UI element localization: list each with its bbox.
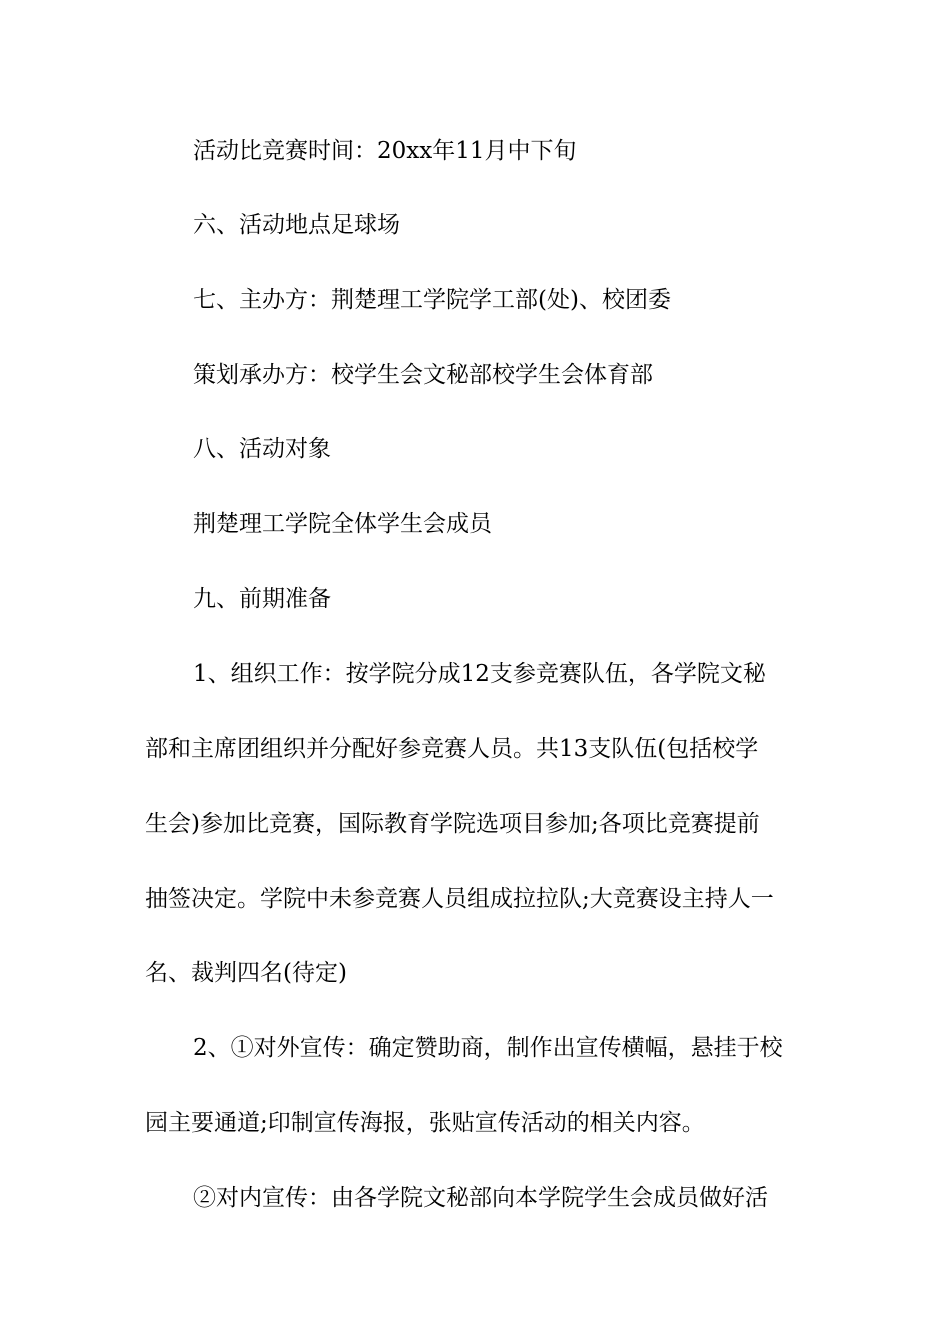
paragraph-organization-line-5: 名、裁判四名(待定) <box>145 960 347 986</box>
paragraph-external-publicity-line-1: 2、①对外宣传：确定赞助商，制作出宣传横幅，悬挂于校 <box>193 1035 783 1061</box>
text-line-participants: 荆楚理工学院全体学生会成员 <box>193 511 492 537</box>
heading-section-7-organizer: 七、主办方：荆楚理工学院学工部(处)、校团委 <box>193 287 671 313</box>
heading-section-9-preparation: 九、前期准备 <box>193 586 331 612</box>
paragraph-organization-line-4: 抽签决定。学院中未参竞赛人员组成拉拉队;大竞赛设主持人一 <box>145 886 774 912</box>
text-line-competition-time: 活动比竞赛时间：20xx年11月中下旬 <box>193 138 577 164</box>
paragraph-organization-line-2: 部和主席团组织并分配好参竞赛人员。共13支队伍(包括校学 <box>145 736 759 762</box>
paragraph-organization-line-1: 1、组织工作：按学院分成12支参竞赛队伍，各学院文秘 <box>193 661 766 687</box>
paragraph-organization-line-3: 生会)参加比竞赛，国际教育学院选项目参加;各项比竞赛提前 <box>145 811 760 837</box>
heading-section-8-participants: 八、活动对象 <box>193 436 331 462</box>
heading-section-6-venue: 六、活动地点足球场 <box>193 212 400 238</box>
paragraph-external-publicity-line-2: 园主要通道;印制宣传海报，张贴宣传活动的相关内容。 <box>145 1110 705 1136</box>
text-line-planner: 策划承办方：校学生会文秘部校学生会体育部 <box>193 362 653 388</box>
paragraph-internal-publicity-line-1: ②对内宣传：由各学院文秘部向本学院学生会成员做好活 <box>193 1185 768 1211</box>
